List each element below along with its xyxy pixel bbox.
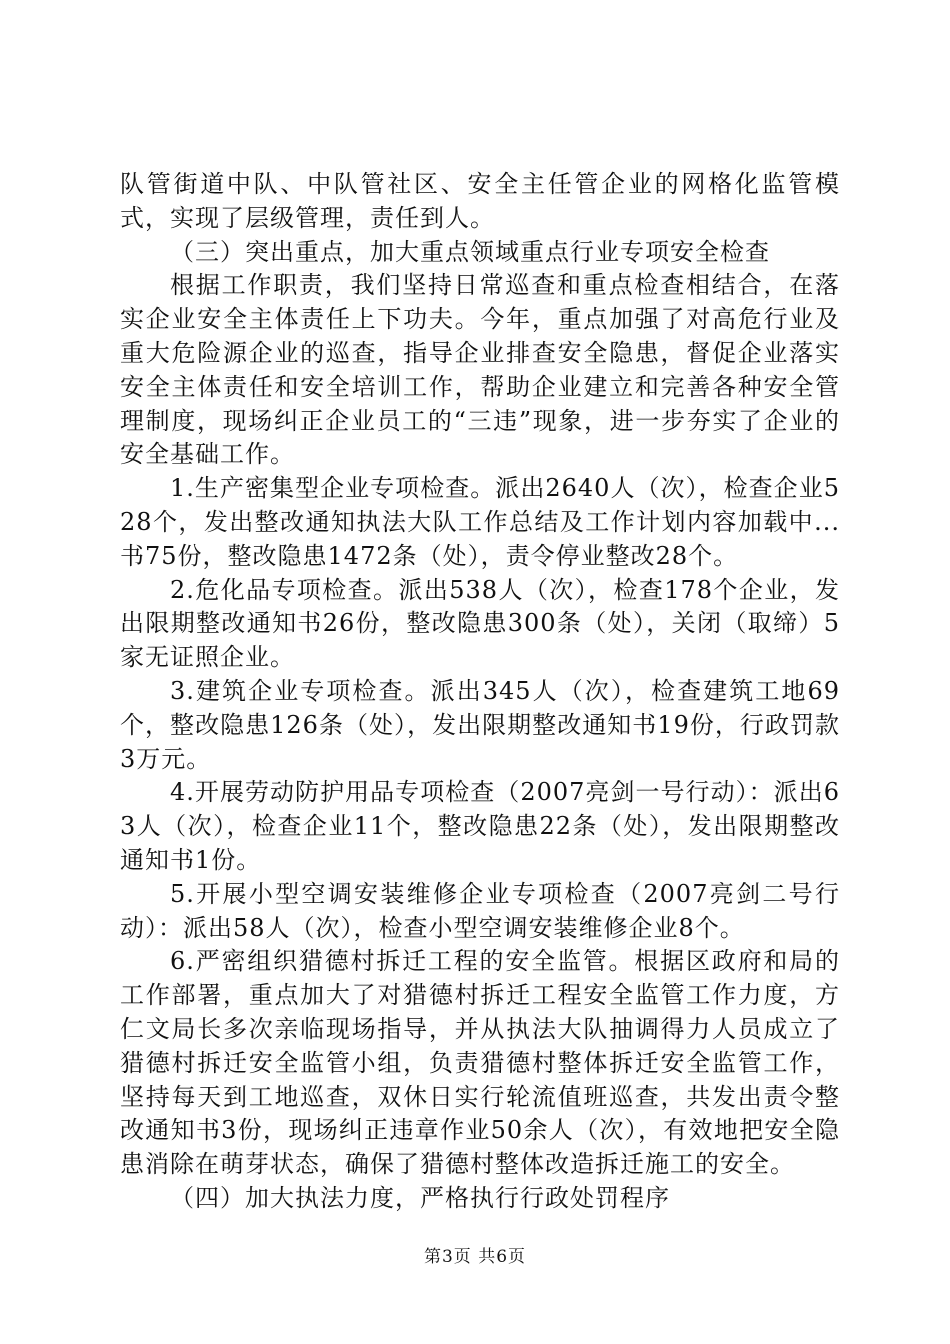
list-item: 5.开展小型空调安装维修企业专项检查（2007亮剑二号行动）：派出58人（次），检查小型空调安装维修企业8个。 — [120, 879, 840, 942]
list-item: 1.生产密集型企业专项检查。派出2640人（次），检查企业528个，发出整改通知执法大队工作总结及工作计划内容加载中...书75份，整改隐患1472条（处），责令停业整改28个。 — [120, 474, 840, 570]
list-item: 4.开展劳动防护用品专项检查（2007亮剑一号行动）：派出63人（次），检查企业11个，整改隐患22条（处），发出限期整改通知书1份。 — [120, 778, 840, 874]
page-number-footer: 第3页 共6页 — [423, 1247, 527, 1267]
list-item: 6.严密组织猎德村拆迁工程的安全监管。根据区政府和局的工作部署，重点加大了对猎德村拆迁工程安全监管工作力度，方仁文局长多次亲临现场指导，并从执法大队抽调得力人员成立了猎德村拆迁安全监管小组，负责猎德村整体拆迁安全监管工作，坚持每天到工地巡查，双休日实行轮流值班巡查，共发出责令整改通知书3份，现场纠正违章作业50余人（次），有效地把安全隐患消除在萌芽状态，确保了猎德村整体改造拆迁施工的安全。 — [120, 947, 840, 1179]
document-body — [120, 168, 840, 1216]
section-heading-4: （四）加大执法力度，严格执行行政处罚程序 — [170, 1183, 670, 1212]
list-item: 3.建筑企业专项检查。派出345人（次），检查建筑工地69个，整改隐患126条（处），发出限期整改通知书19份，行政罚款3万元。 — [120, 676, 840, 773]
section-heading-3: （三）突出重点，加大重点领域重点行业专项安全检查 — [170, 237, 770, 266]
body-paragraph: 根据工作职责，我们坚持日常巡查和重点检查相结合，在落实企业安全主体责任上下功夫。今年，重点加强了对高危行业及重大危险源企业的巡查，指导企业排查安全隐患，督促企业落实安全主体责任和安全培训工作，帮助企业建立和完善各种安全管理制度，现场纠正企业员工的“三违”现象，进一步夯实了企业的安全基础工作。 — [120, 271, 840, 469]
body-paragraph: 队管街道中队、中队管社区、安全主任管企业的网格化监管模式，实现了层级管理，责任到人。 — [120, 170, 840, 232]
list-item: 2.危化品专项检查。派出538人（次），检查178个企业，发出限期整改通知书26份，整改隐患300条（处），关闭（取缔）5家无证照企业。 — [120, 575, 840, 672]
